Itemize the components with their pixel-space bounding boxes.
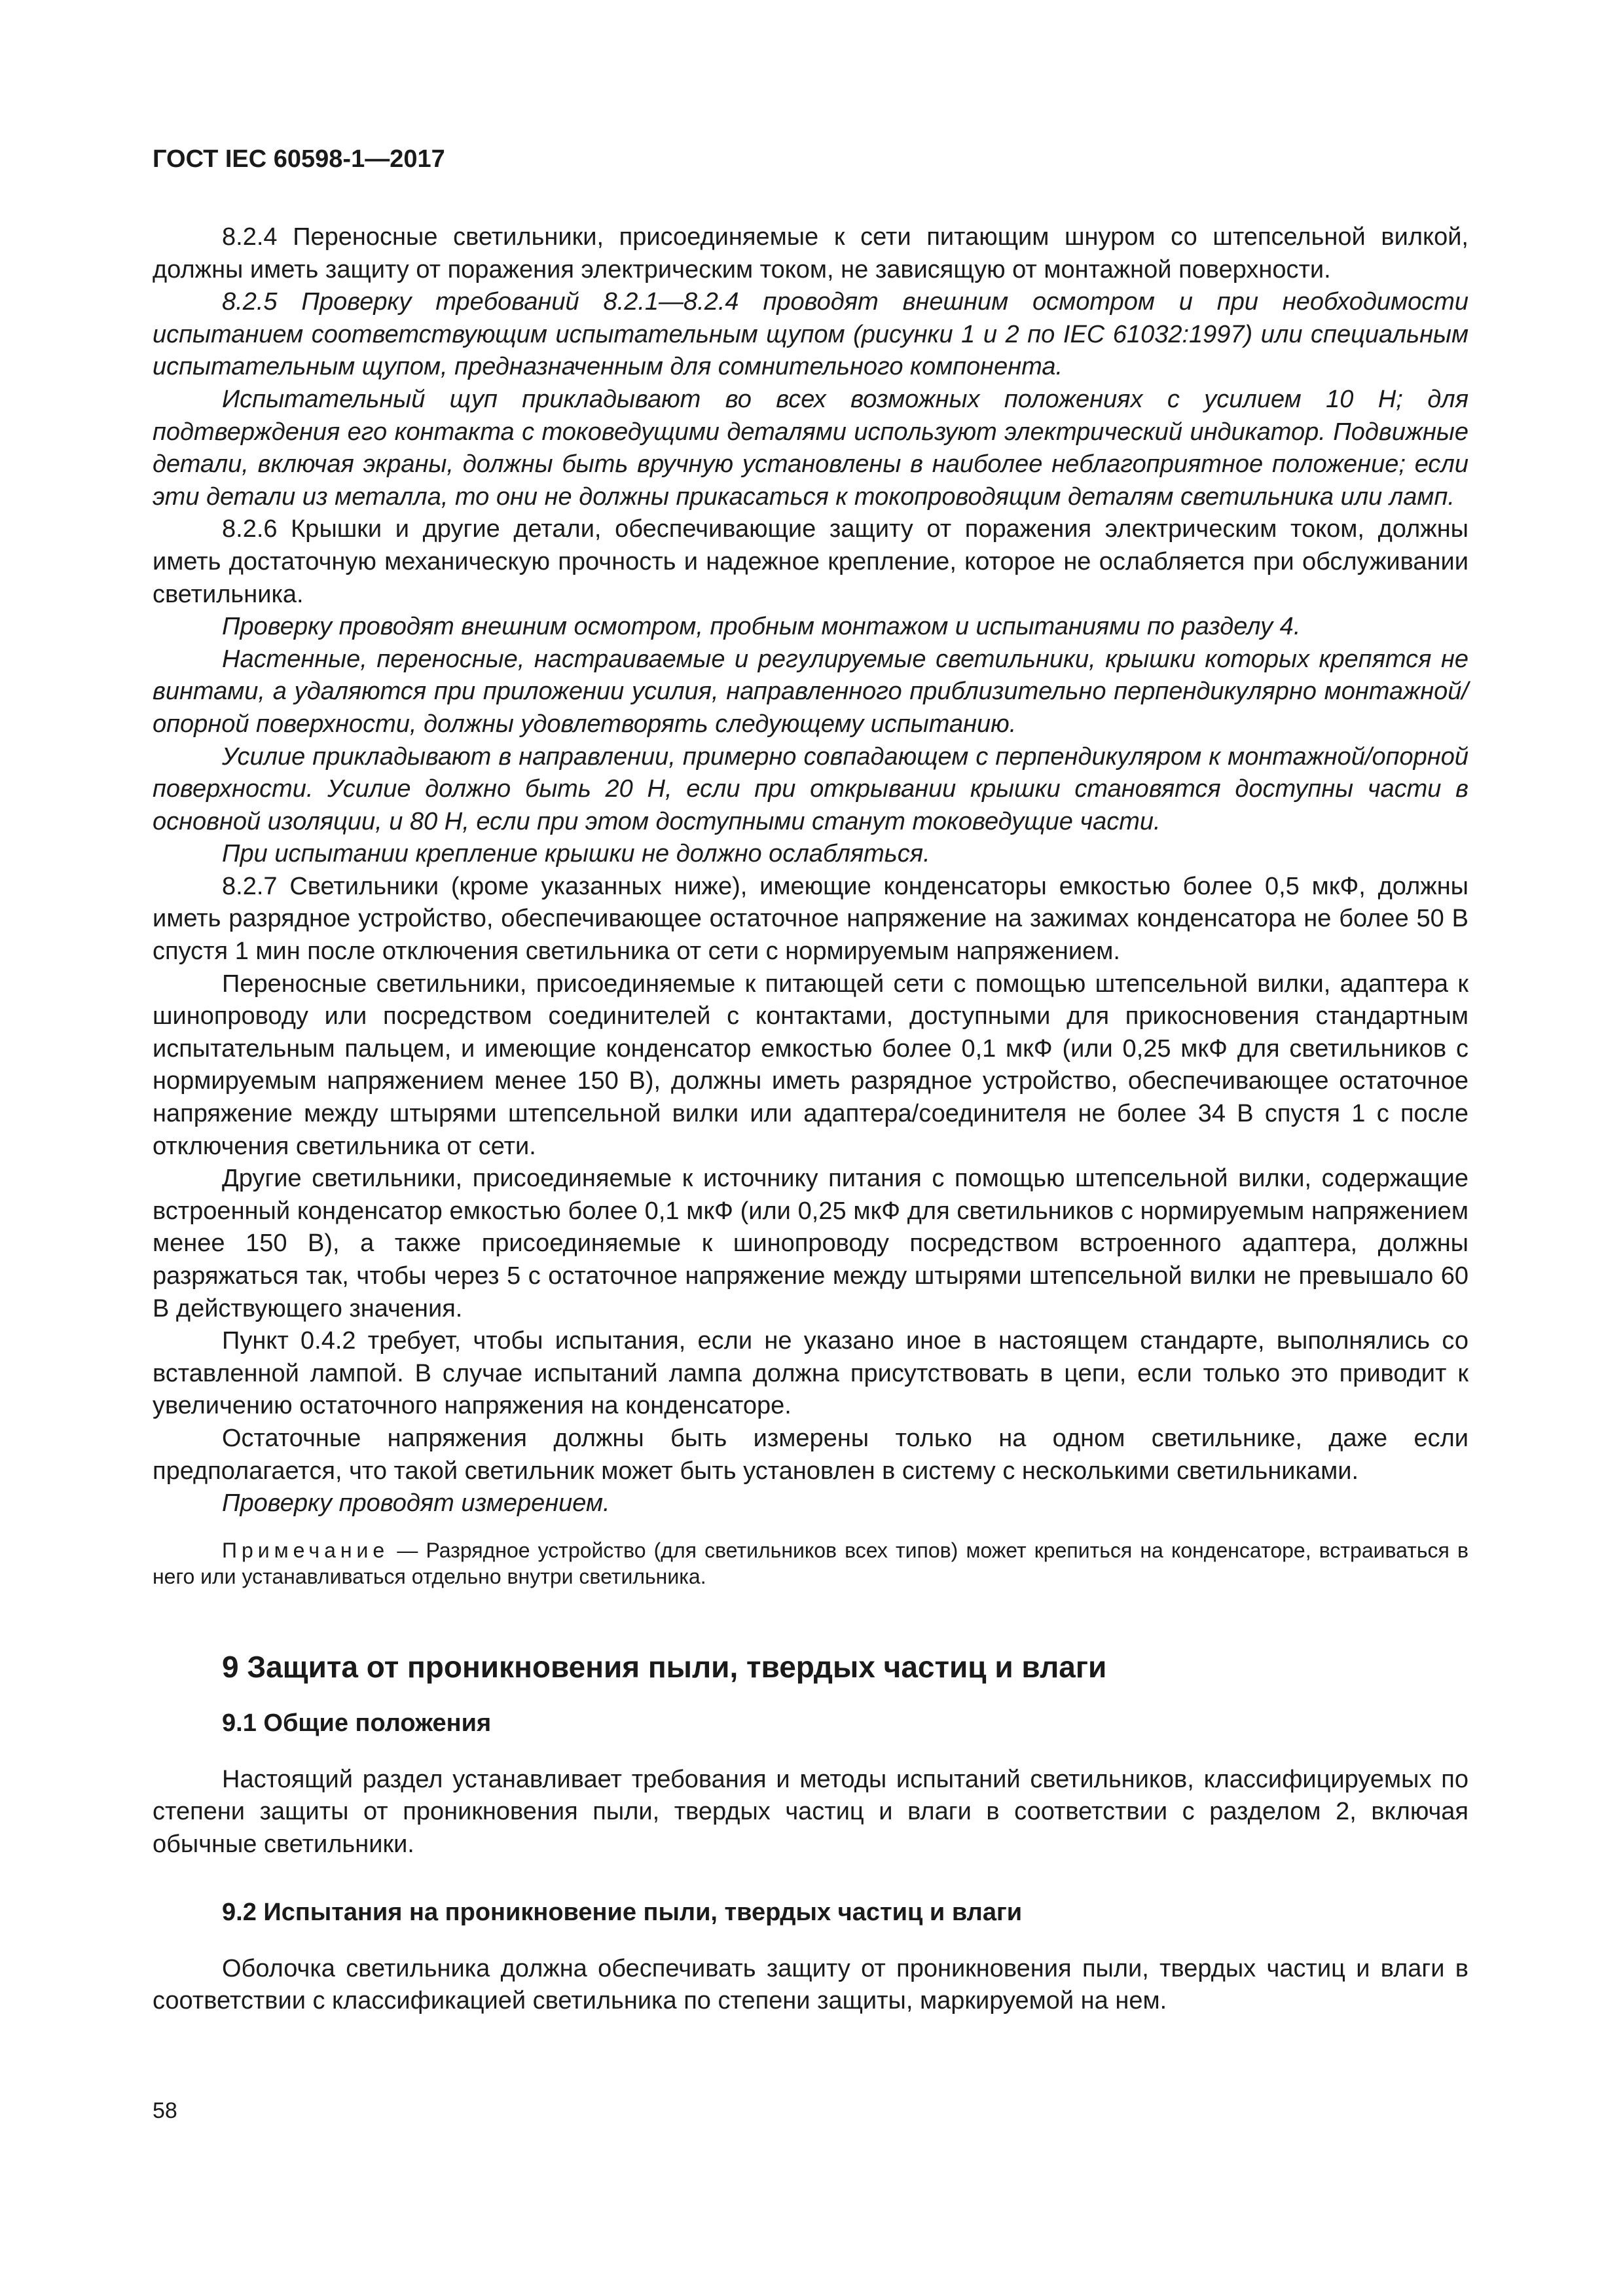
note: [153, 1537, 1468, 1590]
page-number: 58: [153, 2098, 177, 2123]
paragraph-8-2-5: 8.2.5 Проверку требований 8.2.1—8.2.4 проводят внешним осмотром и при необходимости испытанием соответствующим испытательным щупом (рисунки 1 и 2 по IEC 61032:1997) или специальным испытательным щупом, предназначенным для сомнительного компонента.: [153, 288, 1468, 381]
paragraph-other-luminaires: Другие светильники, присоединяемые к источнику питания с помощью штепсельной вилки, содержащие встроенный конденсатор емкостью более 0,1 мкФ (или 0,25 мкФ для светильников с нормируемым напряжением менее 150 В), а также присоединяемые к шинопроводу посредством встроенного адаптера, должны разряжаться так, чтобы через 5 с остаточное напряжение между штырями штепсельной вилки не превышало 60 В действующего значения.: [153, 1165, 1468, 1322]
paragraph-8-2-6: 8.2.6 Крышки и другие детали, обеспечивающие защиту от поражения электрическим током, должны иметь достаточную механическую прочность и надежное крепление, которое не ослабляется при обслуживании светильника.: [153, 515, 1468, 608]
note-text: — Разрядное устройство (для светильников всех типов) может крепиться на конденсаторе, встраиваться в него или устанавливаться отдельно внутри светильника.: [153, 1538, 1468, 1588]
paragraph-portable-capacitor: Переносные светильники, присоединяемые к питающей сети с помощью штепсельной вилки, адаптера к шинопроводу или посредством соединителей с контактами, доступными для прикосновения стандартным испытательным пальцем, и имеющие конденсатор емкостью более 0,1 мкФ (или 0,25 мкФ для светильников с нормируемым напряжением менее 150 В), должны иметь разрядное устройство, обеспечивающее остаточное напряжение между штырями штепсельной вилки или адаптера/соединителя не более 34 В спустя 1 с после отключения светильника от сети.: [153, 970, 1468, 1160]
paragraph-fastening: При испытании крепление крышки не должно ослабляться.: [222, 840, 930, 868]
subsection-9-2-heading: 9.2 Испытания на проникновение пыли, твердых частиц и влаги: [222, 1898, 1023, 1926]
subsection-9-2-text: Оболочка светильника должна обеспечивать защиту от проникновения пыли, твердых частиц и влаги в соответствии с классификацией светильника по степени защиты, маркируемой на нем.: [153, 1954, 1468, 2015]
paragraph-covers-test: Настенные, переносные, настраиваемые и регулируемые светильники, крышки которых крепятся не винтами, а удаляются при приложении усилия, направленного приблизительно перпендикулярно монтажной/опорной поверхности, должны удовлетворять следующему испытанию.: [153, 645, 1468, 738]
paragraph-8-2-7: 8.2.7 Светильники (кроме указанных ниже), имеющие конденсаторы емкостью более 0,5 мкФ, должны иметь разрядное устройство, обеспечивающее остаточное напряжение на зажимах конденсатора не более 50 В спустя 1 мин после отключения светильника от сети с нормируемым напряжением.: [153, 872, 1468, 966]
subsection-9-1-heading: 9.1 Общие положения: [222, 1709, 492, 1737]
document-header: ГОСТ IEC 60598-1—2017: [153, 145, 445, 173]
section-9-heading: 9 Защита от проникновения пыли, твердых частиц и влаги: [222, 1649, 1107, 1684]
paragraph-8-2-4: 8.2.4 Переносные светильники, присоединяемые к сети питающим шнуром со штепсельной вилкой, должны иметь защиту от поражения электрическим током, не зависящую от монтажной поверхности.: [153, 223, 1468, 283]
note-label: Примечание: [222, 1538, 390, 1562]
paragraph-residual-voltage: Остаточные напряжения должны быть измерены только на одном светильнике, даже если предполагается, что такой светильник может быть установлен в систему с несколькими светильниками.: [153, 1424, 1468, 1485]
paragraph-inspection: Проверку проводят внешним осмотром, пробным монтажом и испытаниями по разделу 4.: [222, 613, 1301, 641]
subsection-9-1-text: Настоящий раздел устанавливает требования и методы испытаний светильников, классифицируемых по степени защиты от проникновения пыли, твердых частиц и влаги в соответствии с разделом 2, включая обычные светильники.: [153, 1765, 1468, 1858]
paragraph-probe-test: Испытательный щуп прикладывают во всех возможных положениях с усилием 10 Н; для подтверждения его контакта с токоведущими деталями используют электрический индикатор. Подвижные детали, включая экраны, должны быть вручную установлены в наиболее неблагоприятное положение; если эти детали из металла, то они не должны прикасаться к токопроводящим деталям светильника или ламп.: [153, 385, 1468, 511]
paragraph-clause-0-4-2: Пункт 0.4.2 требует, чтобы испытания, если не указано иное в настоящем стандарте, выполнялись со вставленной лампой. В случае испытаний лампа должна присутствовать в цепи, если только это приводит к увеличению остаточного напряжения на конденсаторе.: [153, 1327, 1468, 1420]
paragraph-measurement: Проверку проводят измерением.: [222, 1489, 610, 1518]
page-content: [153, 221, 1468, 2018]
paragraph-force: Усилие прикладывают в направлении, примерно совпадающем с перпендикуляром к монтажной/опорной поверхности. Усилие должно быть 20 Н, если при открывании крышки становятся доступны части в основной изоляции, и 80 Н, если при этом доступными станут токоведущие части.: [153, 742, 1468, 835]
